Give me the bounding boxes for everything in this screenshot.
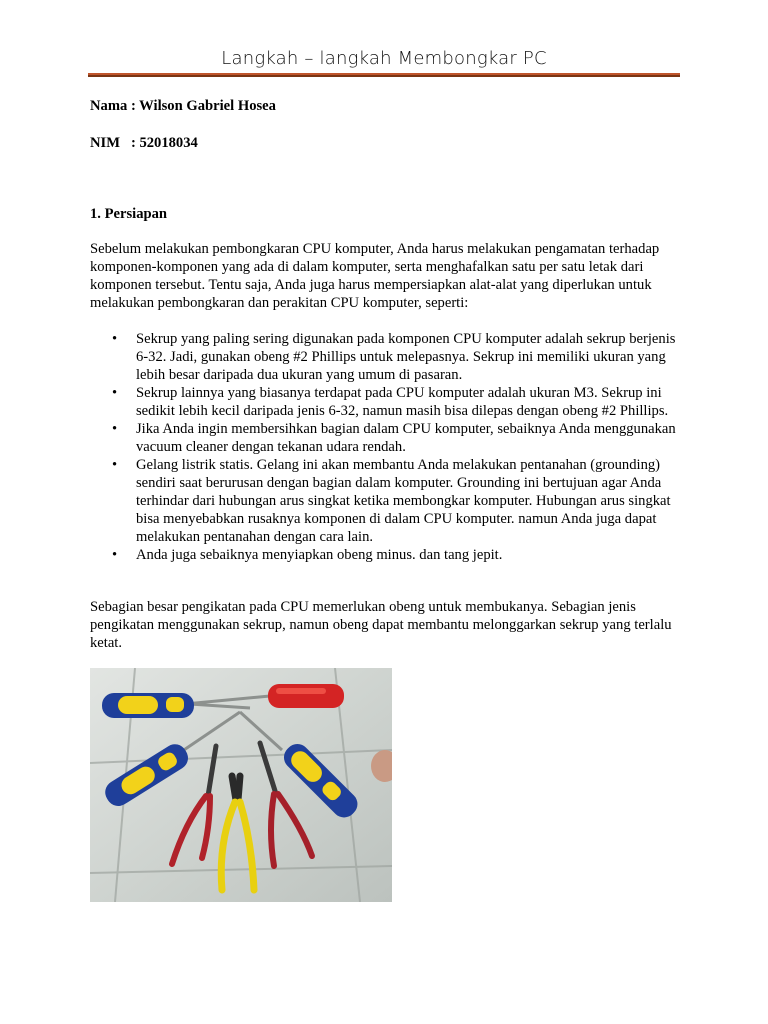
- document-title: Langkah – langkah Membongkar PC: [221, 48, 547, 69]
- student-name: Nama : Wilson Gabriel Hosea: [90, 98, 276, 114]
- list-item: • Sekrup yang paling sering digunakan pada komponen CPU komputer adalah sekrup berjenis 6-32. Jadi, gunakan obeng #2 Phillips untuk melepasnya. Sekrup ini memiliki ukuran yang lebih besar daripada dua ukuran yang umum di pasaran.: [90, 330, 682, 384]
- tools-illustration: [90, 668, 392, 902]
- closing-paragraph: Sebagian besar pengikatan pada CPU memerlukan obeng untuk membukanya. Sebagian jenis pengikatan menggunakan sekrup, namun obeng dapat membantu melonggarkan sekrup yang terlalu ketat.: [90, 599, 672, 651]
- student-nim: NIM : 52018034: [90, 135, 198, 151]
- list-item: • Anda juga sebaiknya menyiapkan obeng minus. dan tang jepit.: [90, 546, 682, 564]
- tools-photo: [90, 668, 392, 902]
- list-item: • Gelang listrik statis. Gelang ini akan membantu Anda melakukan pentanahan (grounding) sendiri saat berurusan dengan bagian dalam komputer. Grounding ini bertujuan agar Anda terhindar dari hubungan arus singkat ketika membongkar komputer. Hubungan arus singkat bisa menyebabkan rusaknya komponen di dalam CPU komputer. namun Anda juga dapat melakukan pentanahan dengan cara lain.: [90, 456, 682, 546]
- intro-paragraph: Sebelum melakukan pembongkaran CPU komputer, Anda harus melakukan pengamatan terhadap komponen-komponen yang ada di dalam komputer, serta menghafalkan satu per satu letak dari komponen tersebut. Tentu saja, Anda juga harus mempersiapkan alat-alat yang diperlukan untuk melakukan pembongkaran dan perakitan CPU komputer, seperti:: [90, 241, 660, 311]
- list-item: • Sekrup lainnya yang biasanya terdapat pada CPU komputer adalah ukuran M3. Sekrup ini sedikit lebih kecil daripada jenis 6-32, namun masih bisa dilepas dengan obeng #2 Phillips.: [90, 384, 682, 420]
- section-heading: 1. Persiapan: [90, 206, 168, 222]
- tool-list: [90, 330, 682, 564]
- header-divider: [88, 73, 680, 77]
- list-item: • Jika Anda ingin membersihkan bagian dalam CPU komputer, sebaiknya Anda menggunakan vacuum cleaner dengan tekanan udara rendah.: [90, 420, 682, 456]
